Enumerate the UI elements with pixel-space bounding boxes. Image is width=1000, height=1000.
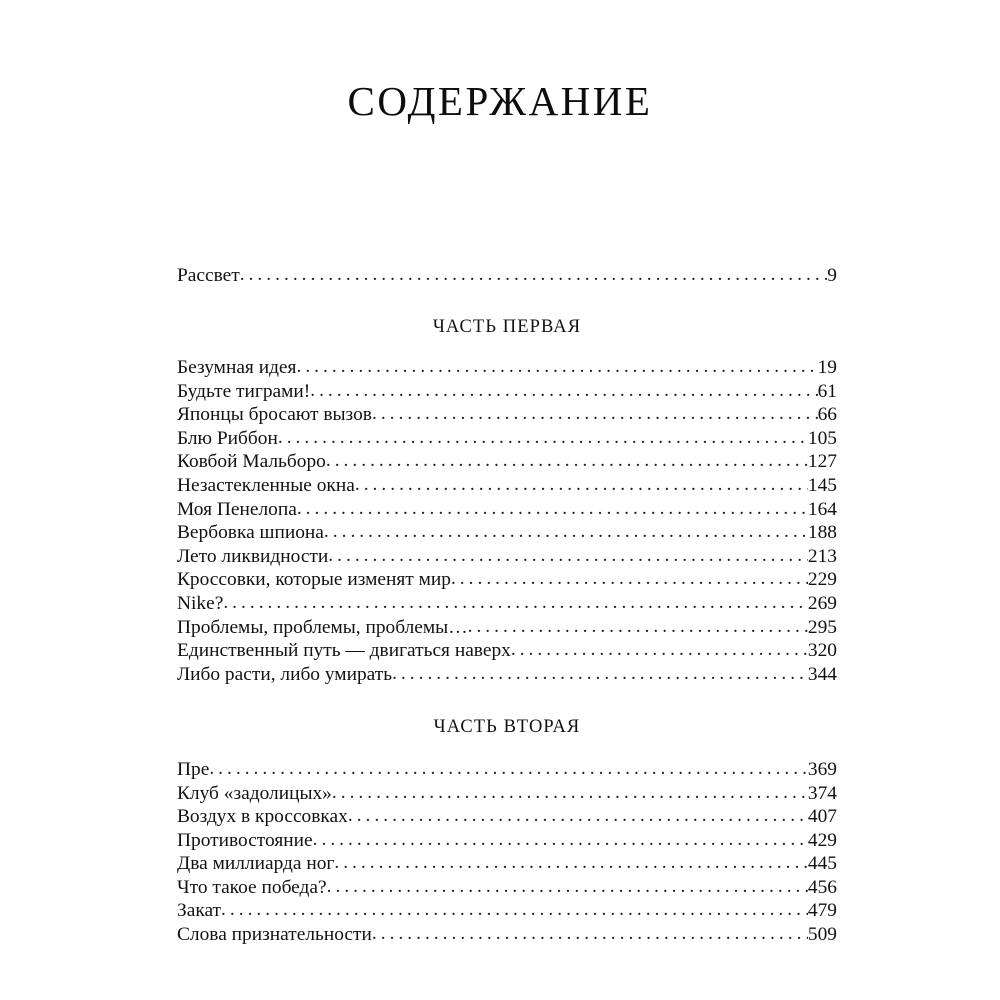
toc-entry-title: Кроссовки, которые изменят мир	[177, 569, 451, 591]
toc-entry-title: Два миллиарда ног	[177, 853, 335, 875]
dot-leader	[372, 923, 808, 946]
toc-entry[interactable]	[177, 782, 837, 806]
dot-leader	[355, 474, 808, 497]
toc-entry-title: Вербовка шпиона	[177, 522, 324, 544]
toc-entry[interactable]	[177, 427, 837, 451]
toc-entry-title: Будьте тиграми!	[177, 380, 311, 402]
toc-entry-title: Рассвет	[177, 265, 240, 286]
toc-entry[interactable]	[177, 545, 837, 569]
toc-entry[interactable]	[177, 356, 837, 380]
toc-entry[interactable]	[177, 805, 837, 829]
toc-entry-title: Nike?	[177, 593, 224, 615]
toc-entry[interactable]	[177, 568, 837, 592]
toc-entry-title: Безумная идея	[177, 357, 297, 379]
toc-entry-page: 295	[807, 616, 837, 638]
toc-entry[interactable]	[177, 758, 837, 782]
toc-entry-page: 188	[807, 522, 837, 544]
dot-leader	[240, 264, 828, 287]
toc-entry-title: Слова признательности	[177, 924, 372, 946]
toc-entry[interactable]	[177, 521, 837, 545]
dot-leader	[296, 356, 817, 379]
part-heading-two: ЧАСТЬ ВТОРАЯ	[433, 717, 581, 738]
toc-entry-page: 213	[807, 545, 837, 567]
toc-entry-title: Что такое победа?	[177, 876, 327, 898]
toc-entry-page: 145	[807, 475, 837, 497]
toc-entry[interactable]	[177, 450, 837, 474]
toc-entry-page: 429	[807, 829, 837, 851]
toc-entry[interactable]	[177, 639, 837, 663]
toc-entry[interactable]	[177, 663, 837, 687]
dot-leader	[209, 758, 808, 781]
toc-entry-page: 229	[807, 569, 837, 591]
toc-entry-page: 164	[807, 498, 837, 520]
toc-entry[interactable]	[177, 403, 837, 427]
toc-entry-page: 66	[817, 404, 837, 426]
toc-entry-page: 127	[807, 451, 837, 473]
toc-entry-title: Закат	[177, 900, 222, 922]
toc-entry[interactable]	[177, 380, 837, 404]
toc-entry-title: Моя Пенелопа	[177, 498, 297, 520]
dot-leader	[310, 380, 817, 403]
toc-entry-page: 479	[807, 900, 837, 922]
toc-entry-title: Единственный путь — двигаться наверх	[177, 640, 511, 662]
toc-entry[interactable]	[177, 592, 837, 616]
toc-entry-page: 320	[807, 640, 837, 662]
toc-entry[interactable]	[177, 923, 837, 947]
dot-leader	[278, 427, 808, 450]
dot-leader	[334, 852, 808, 875]
toc-entry[interactable]	[177, 876, 837, 900]
toc-entry-title: Проблемы, проблемы, проблемы…	[177, 616, 468, 638]
toc-entry-page: 374	[807, 782, 837, 804]
toc-entry-page: 61	[817, 380, 837, 402]
page-title: СОДЕРЖАНИЕ	[347, 78, 653, 124]
toc-entry[interactable]	[177, 616, 837, 640]
dot-leader	[328, 545, 808, 568]
toc-entry[interactable]	[177, 498, 837, 522]
dot-leader	[327, 876, 808, 899]
toc-entry-title: Незастекленные окна	[177, 475, 355, 497]
dot-leader	[451, 568, 808, 591]
dot-leader	[324, 521, 808, 544]
dot-leader	[221, 899, 808, 922]
toc-entry-title: Клуб «задолицых»	[177, 782, 332, 804]
dot-leader	[223, 592, 808, 615]
toc-entry-page: 445	[807, 853, 837, 875]
toc-entry[interactable]	[177, 829, 837, 853]
toc-entry-lead[interactable]	[177, 264, 837, 288]
toc-entry-title: Противостояние	[177, 829, 313, 851]
table-of-contents	[177, 264, 837, 947]
dot-leader	[313, 829, 808, 852]
toc-entry-page: 456	[807, 876, 837, 898]
toc-entry-title: Японцы бросают вызов	[177, 404, 372, 426]
toc-entry-page: 509	[807, 924, 837, 946]
toc-entry[interactable]	[177, 899, 837, 923]
toc-entry-title: Пре	[177, 758, 210, 780]
toc-entry[interactable]	[177, 474, 837, 498]
dot-leader	[326, 450, 808, 473]
dot-leader	[372, 403, 818, 426]
toc-entry-title: Блю Риббон	[177, 427, 278, 449]
toc-entry-title: Ковбой Мальборо	[177, 451, 326, 473]
toc-entry-page: 344	[807, 663, 837, 685]
toc-entry-page: 369	[807, 758, 837, 780]
toc-entry[interactable]	[177, 852, 837, 876]
dot-leader	[392, 663, 808, 686]
dot-leader	[332, 782, 808, 805]
toc-entry-title: Либо расти, либо умирать	[177, 663, 393, 685]
dot-leader	[468, 616, 808, 639]
toc-entry-page: 407	[807, 806, 837, 828]
toc-entry-page: 19	[817, 357, 837, 379]
dot-leader	[511, 639, 808, 662]
toc-entry-page: 105	[807, 427, 837, 449]
toc-entry-title: Воздух в кроссовках	[177, 806, 348, 828]
part-heading-one: ЧАСТЬ ПЕРВАЯ	[432, 316, 582, 337]
toc-entry-title: Лето ликвидности	[177, 545, 329, 567]
toc-entry-page: 9	[827, 265, 837, 286]
dot-leader	[297, 498, 808, 521]
toc-entry-page: 269	[807, 593, 837, 615]
dot-leader	[348, 805, 808, 828]
